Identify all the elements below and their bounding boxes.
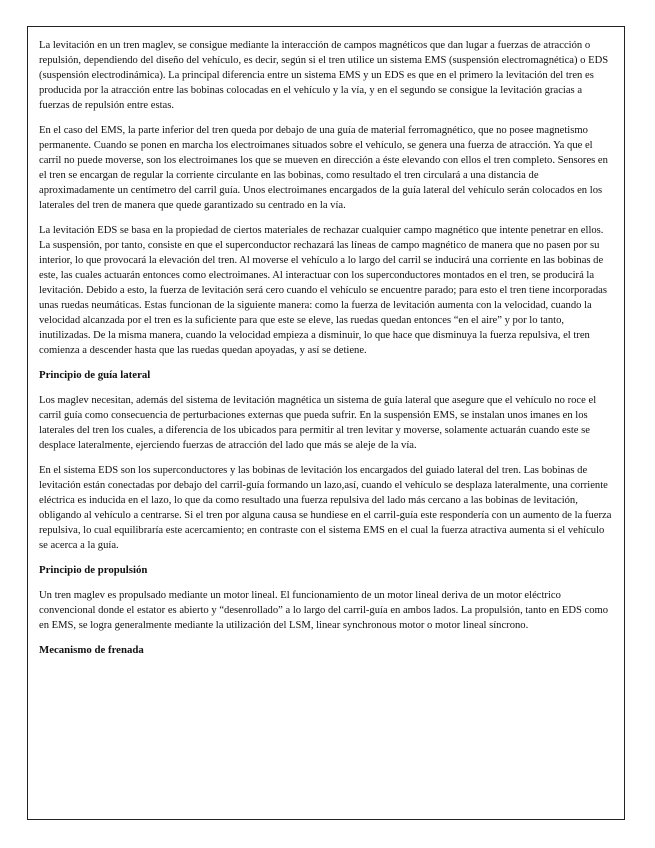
heading-braking: Mecanismo de frenada <box>39 644 144 656</box>
paragraph-ems: En el caso del EMS, la parte inferior del tren queda por debajo de una guía de material ferromagnético, que no posee magnetismo permanente. Cuando se ponen en marcha los electroimanes situados sobre el vehículo, se genera una fuerza de atracción. Ya que el carril no puede moverse, son los electroimanes los que se mueven en dirección a éste elevando con ellos el tren completo. Sensores en el tren se encargan de regular la corriente circulante en las bobinas, como resultado el tren circulará a una distancia de aproximadamente un centímetro del carril guía. Unos electroimanes encargados de la guía lateral del vehículo serán colocados en los laterales del tren de manera que quede garantizado su centrado en la vía. <box>39 125 608 211</box>
paragraph-intro-levitation: La levitación en un tren maglev, se consigue mediante la interacción de campos magnéticos que dan lugar a fuerzas de atracción o repulsión, dependiendo del diseño del vehículo, es decir, según si el tren utilice un sistema EMS (suspensión electromagnética) o EDS (suspensión electrodinámica). La principal diferencia entre un sistema EMS y un EDS es que en el primero la levitación del tren es producida por la atracción entre las bobinas colocadas en el vehículo y la vía, y en el segundo se consigue la levitación gracias a fuerzas de repulsión entre estas. <box>39 40 609 111</box>
document-frame <box>27 26 625 820</box>
paragraph-guidance-eds: En el sistema EDS son los superconductores y las bobinas de levitación los encargados del guiado lateral del tren. Las bobinas de levitación están conectadas por debajo del carril-guía formando un lazo,así, cuando el vehículo se desplaza lateralmente, una corriente eléctrica es inducida en el lazo, lo que da como resultado una fuerza repulsiva del lado más cercano a las bobinas de levitación, obligando al vehículo a centrarse. Si el tren por alguna causa se hundiese en el carril-guía este respondería con un aumento de la fuerza repulsiva, lo cual equilibraría este acercamiento; en contraste con el sistema EMS en el cual la fuerza atractiva aumenta si el vehículo se acerca a la guía. <box>39 465 612 551</box>
heading-propulsion: Principio de propulsión <box>39 564 148 576</box>
paragraph-propulsion: Un tren maglev es propulsado mediante un motor lineal. El funcionamiento de un motor lineal deriva de un motor eléctrico convencional donde el estator es abierto y “desenrollado” a lo largo del carril-guía en ambos lados. La propulsión, tanto en EDS como en EMS, se logra generalmente mediante la utilización del LSM, linear synchronous motor o motor lineal síncrono. <box>39 590 609 631</box>
paragraph-guidance-ems: Los maglev necesitan, además del sistema de levitación magnética un sistema de guía lateral que asegure que el vehículo no roce el carril guía como consecuencia de perturbaciones externas que pueda sufrir. En la suspensión EMS, se instalan unos imanes en los laterales del tren los cuales, a diferencia de los ubicados para permitir al tren levitar y moverse, solamente actuarán cuando este se desplace lateralmente, ejerciendo fuerzas de atracción del lado que más se aleje de la vía. <box>39 395 597 451</box>
heading-guidance: Principio de guía lateral <box>39 369 151 381</box>
document-body <box>39 38 613 668</box>
paragraph-eds: La levitación EDS se basa en la propiedad de ciertos materiales de rechazar cualquier campo magnético que intente penetrar en ellos. La suspensión, por tanto, consiste en que el superconductor rechazará las líneas de campo magnético de manera que no pasen por su interior, lo que provocará la elevación del tren. Al moverse el vehículo a lo largo del carril se inducirá una corriente en las bobinas de este, las cuales actuarán entonces como electroimanes. Al interactuar con los superconductores montados en el tren, se producirá la levitación. Debido a esto, la fuerza de levitación será cero cuando el vehículo se encuentre parado; para esto el tren tiene incorporadas unas ruedas neumáticas. Estas funcionan de la siguiente manera: como la fuerza de levitación aumenta con la velocidad, cuando la velocidad alcanzada por el tren es la suficiente para que este se eleve, las ruedas quedan entonces “en el aire” y por lo tanto, inutilizadas. De la misma manera, cuando la velocidad empieza a disminuir, lo que hace que disminuya la fuerza repulsiva, el tren comienza a descender hasta que las ruedas quedan apoyadas, y así se detiene. <box>39 225 607 356</box>
